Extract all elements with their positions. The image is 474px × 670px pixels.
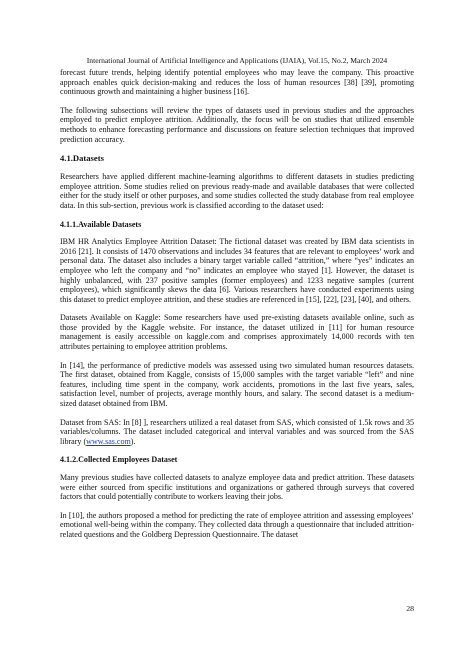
kaggle-dataset-paragraph: Datasets Available on Kaggle: Some researchers have used pre-existing datasets available online, such as those provided by the Kaggle website. For instance, the dataset utilized in [11] for human resource management is easily accessible on kaggle.com and comprises approximately 14,000 records with ten attributes pertaining to employee attrition problems.	[60, 313, 414, 352]
intro-paragraph-1: forecast future trends, helping identify potential employees who may leave the company. This proactive approach enables quick decision-making and reduces the loss of human resources [38] [39], promoting continuous growth and maintaining a higher business [16].	[60, 68, 414, 97]
journal-header: International Journal of Artificial Intelligence and Applications (IJAIA), Vol.15, No.2, March 2024	[86, 56, 388, 65]
sas-text-before: Dataset from SAS: In [8] ], researchers utilized a real dataset from SAS, which consisted of 1.5k rows and 35 variables/columns. The dataset included categorical and interval variables and was sourced from the SAS library (	[60, 417, 414, 446]
collected-dataset-paragraph-2: In [10], the authors proposed a method for predicting the rate of employee attrition and assessing employees’ emotional well-being within the company. They collected data through a questionnaire that included attrition-related questions and the Goldberg Depression Questionnaire. The dataset	[60, 510, 414, 539]
page-number: 28	[406, 604, 414, 613]
intro-paragraph-2: The following subsections will review the types of datasets used in previous studies and the approaches employed to predict employee attrition. Additionally, the focus will be on studies that utilized ensemble methods to enhance forecasting performance and discussions on feature selection techniques that improved prediction accuracy.	[60, 105, 414, 144]
datasets-paragraph: Researchers have applied different machine-learning algorithms to different datasets in studies predicting employee attrition. Some studies relied on previous ready-made and available databases that were collected either for the study itself or other purposes, and some studies collected the study database from real employee data. In this sub-section, previous work is classified according to the dataset used:	[60, 172, 414, 210]
sas-text-after: ).	[130, 436, 136, 446]
ibm-dataset-paragraph: IBM HR Analytics Employee Attrition Dataset: The fictional dataset was created by IBM data scientists in 2016 [21]. It consists of 1470 observations and includes 34 features that are relevant to employees’ work and personal data. The dataset also includes a binary target variable called “attrition,” where “yes” indicates an employee who left the company and “no” indicates an employee who stayed [1]. However, the dataset is highly unbalanced, with 237 positive samples (former employees) and 1233 negative samples (current employees), which significantly skews the data [6]. Various researchers have conducted experiments using this dataset to predict employee attrition, and these studies are referenced in [15], [22], [23], [40], and others.	[60, 237, 414, 304]
sas-dataset-paragraph	[60, 418, 414, 447]
subsection-title-available-datasets: 4.1.1.Available Datasets	[60, 219, 142, 229]
sas-link[interactable]: www.sas.com	[86, 436, 131, 446]
section-title-datasets: 4.1.Datasets	[60, 153, 104, 164]
body-text	[60, 68, 414, 549]
collected-dataset-paragraph-1: Many previous studies have collected datasets to analyze employee data and predict attrition. These datasets were either sourced from specific institutions and organizations or gathered through surveys that covered factors that could potentially contribute to workers leaving their jobs.	[60, 473, 414, 502]
simulated-datasets-paragraph: In [14], the performance of predictive models was assessed using two simulated human resources datasets. The first dataset, obtained from Kaggle, consists of 15,000 samples with the target variable “left” and nine features, including time spent in the company, work accidents, promotions in the last five years, sales, satisfaction level, number of projects, average monthly hours, and salary. The second dataset is a medium-sized dataset obtained from IBM.	[60, 360, 414, 409]
subsection-title-collected-dataset: 4.1.2.Collected Employees Dataset	[60, 455, 178, 465]
